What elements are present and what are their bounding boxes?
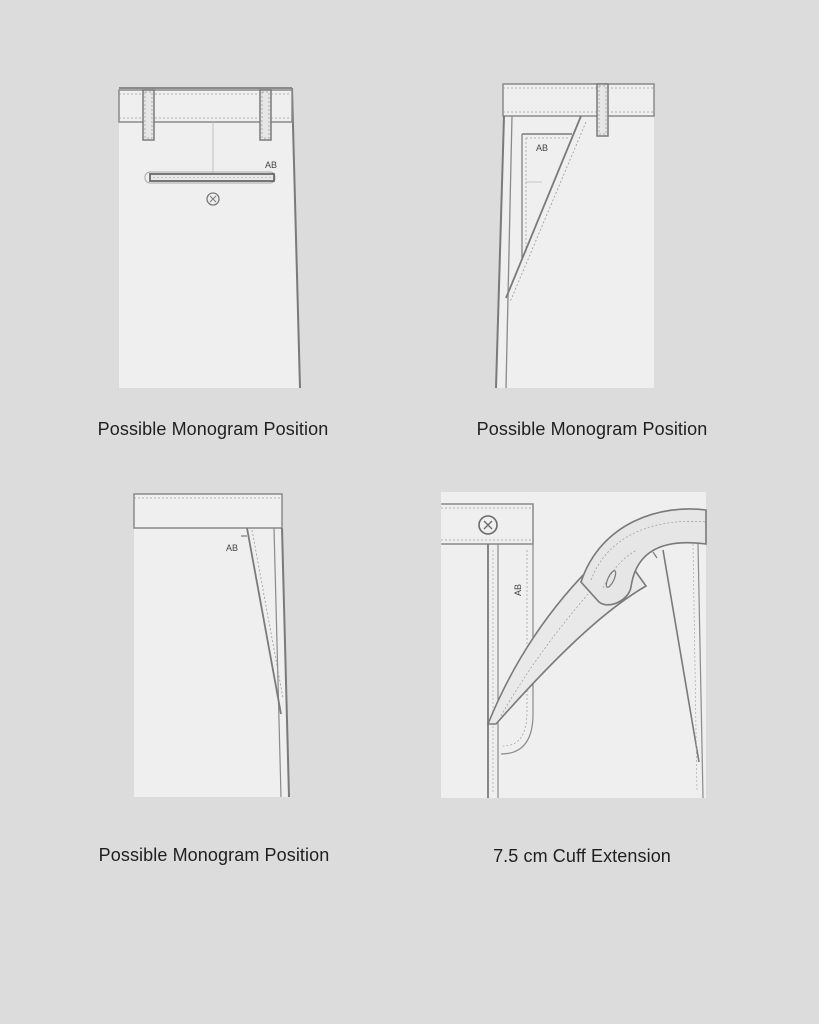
cuff-extension-illustration <box>441 492 707 800</box>
monogram-text: AB <box>226 543 239 553</box>
side-pocket-illustration <box>131 492 295 802</box>
front-pocket-illustration <box>492 82 658 392</box>
monogram-text: AB <box>536 143 549 153</box>
caption-cuff-extension: 7.5 cm Cuff Extension <box>493 846 671 866</box>
monogram-text: AB <box>513 583 523 596</box>
back-pocket-illustration <box>115 86 305 391</box>
caption-front-pocket: Possible Monogram Position <box>476 419 708 439</box>
monogram-text: AB <box>265 160 278 170</box>
caption-side-pocket: Possible Monogram Position <box>98 845 330 865</box>
caption-back-pocket: Possible Monogram Position <box>97 419 329 439</box>
